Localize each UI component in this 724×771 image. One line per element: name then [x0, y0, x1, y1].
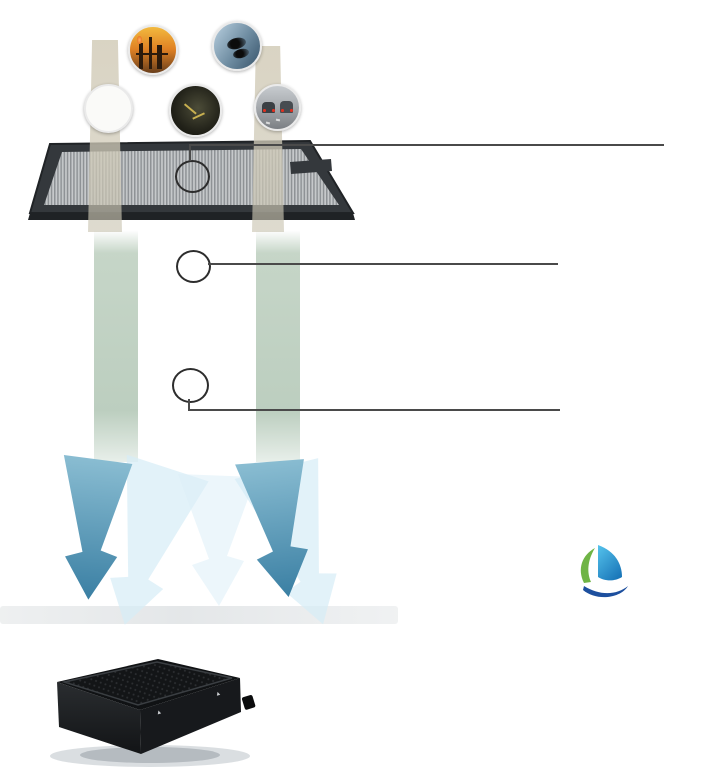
pollen-photo — [169, 84, 222, 137]
callout-ring-hesa — [176, 250, 211, 283]
leader-stub-1 — [189, 146, 191, 161]
airflow-stream-right — [252, 46, 284, 232]
flare-flame — [137, 36, 142, 44]
leader-line-2 — [208, 263, 558, 265]
clean-air-band-left — [94, 230, 138, 462]
callout-ring-mesh — [175, 160, 210, 193]
airmid-logo — [570, 542, 722, 602]
filter-product-image — [42, 632, 292, 770]
leader-line-1 — [189, 144, 664, 146]
product-clip — [241, 695, 255, 711]
refinery-silhouette — [139, 43, 143, 69]
leader-line-3 — [188, 409, 560, 411]
industry-smokestack-photo — [128, 25, 178, 75]
clean-air-arrows — [28, 448, 400, 648]
logo-sail-icon — [598, 545, 622, 580]
car-exhaust-photo — [212, 21, 262, 71]
svg-text:▲: ▲ — [155, 709, 163, 717]
logo-leaf-icon — [581, 548, 595, 583]
airflow-stream-left — [88, 40, 122, 232]
logo-swoosh-icon — [583, 586, 628, 597]
callout-ring-hepa — [172, 368, 209, 403]
svg-text:▲: ▲ — [214, 690, 222, 699]
dust-particles-photo — [84, 84, 133, 133]
highway-traffic-photo — [254, 84, 301, 131]
